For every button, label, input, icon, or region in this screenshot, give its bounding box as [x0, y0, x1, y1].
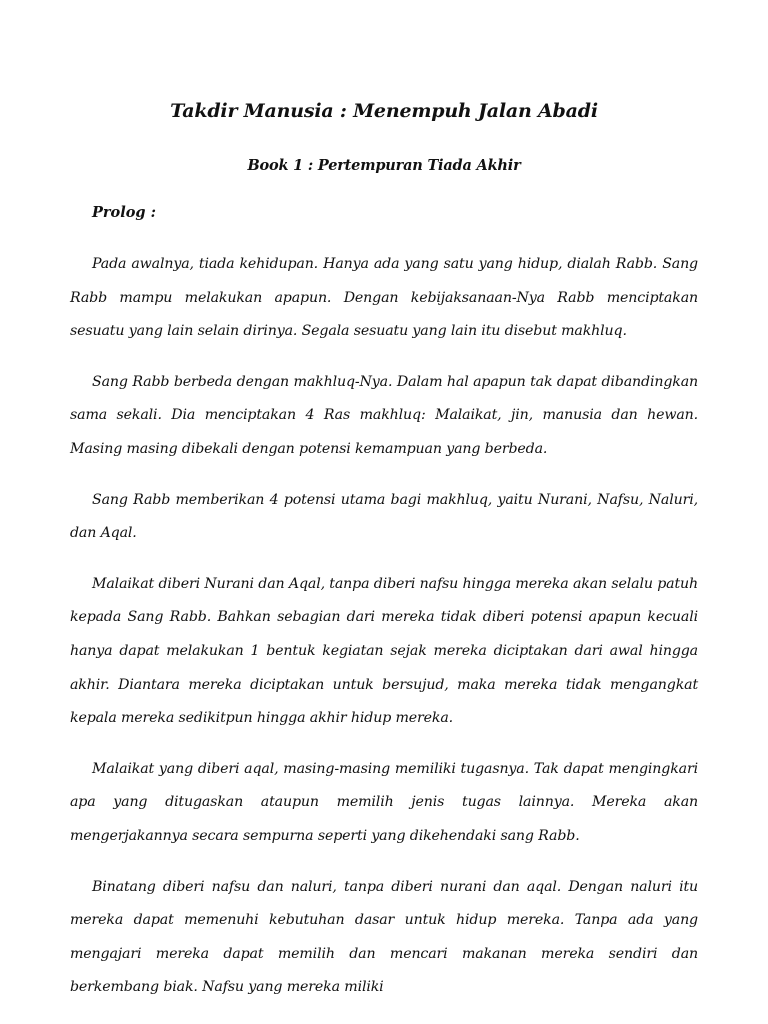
paragraph-5: Malaikat yang diberi aqal, masing-masing memiliki tugasnya. Tak dapat mengingkari apa yang ditugaskan ataupun memilih jenis tugas lainnya. Mereka akan mengerjakannya secara sempurna seperti yang dikehendaki sang Rabb.	[70, 760, 698, 844]
paragraph-4: Malaikat diberi Nurani dan Aqal, tanpa diberi nafsu hingga mereka akan selalu patuh kepada Sang Rabb. Bahkan sebagian dari mereka tidak diberi potensi apapun kecuali hanya dapat melakukan 1 bentuk kegiatan sejak mereka diciptakan dari awal hingga akhir. Diantara mereka diciptakan untuk bersujud, maka mereka tidak mengangkat kepala mereka sedikitpun hingga akhir hidup mereka.	[70, 575, 698, 727]
document-title: Takdir Manusia : Menempuh Jalan Abadi	[170, 100, 598, 122]
paragraph-2: Sang Rabb berbeda dengan makhluq-Nya. Dalam hal apapun tak dapat dibandingkan sama sekali. Dia menciptakan 4 Ras makhluq: Malaikat, jin, manusia dan hewan. Masing masing dibekali dengan potensi kemampuan yang berbeda.	[70, 373, 698, 457]
paragraph-1: Pada awalnya, tiada kehidupan. Hanya ada yang satu yang hidup, dialah Rabb. Sang Rabb mampu melakukan apapun. Dengan kebijaksanaan-Nya Rabb menciptakan sesuatu yang lain selain dirinya. Segala sesuatu yang lain itu disebut makhluq.	[70, 256, 698, 340]
document-body	[70, 248, 698, 1022]
document-subtitle: Book 1 : Pertempuran Tiada Akhir	[247, 157, 521, 174]
section-heading-prolog: Prolog :	[92, 204, 156, 221]
paragraph-3: Sang Rabb memberikan 4 potensi utama bagi makhluq, yaitu Nurani, Nafsu, Naluri, dan Aqal.	[70, 491, 698, 542]
paragraph-6: Binatang diberi nafsu dan naluri, tanpa diberi nurani dan aqal. Dengan naluri itu mereka dapat memenuhi kebutuhan dasar untuk hidup mereka. Tanpa ada yang mengajari mereka dapat memilih dan mencari makanan mereka sendiri dan berkembang biak. Nafsu yang mereka miliki	[70, 878, 698, 996]
